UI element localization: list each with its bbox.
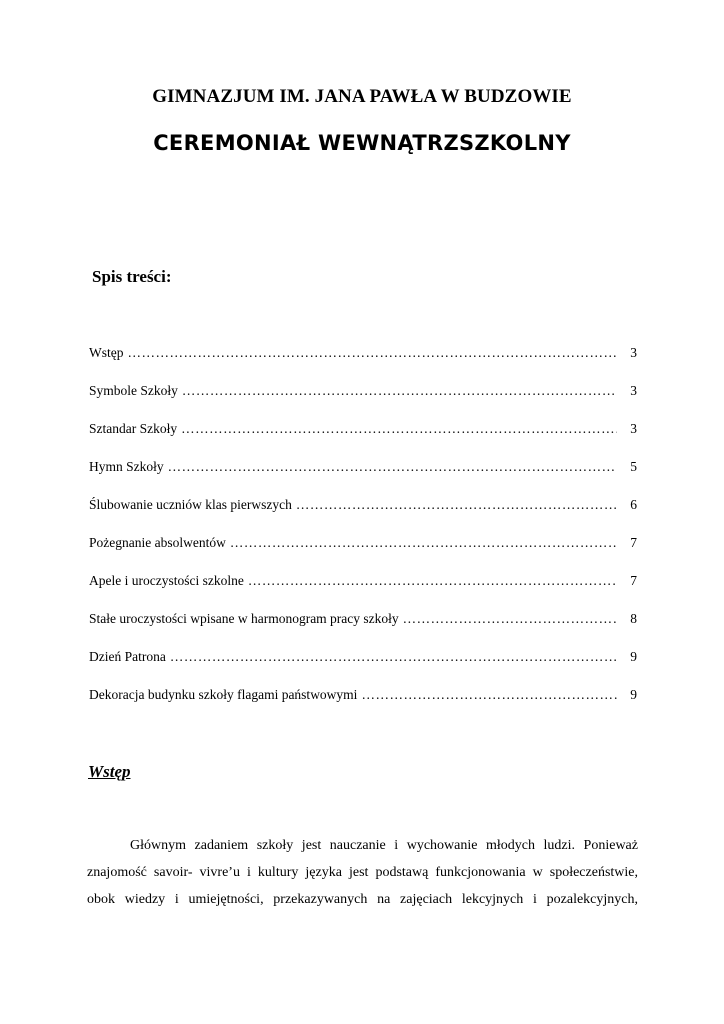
- section-heading-wstep: Wstęp: [88, 762, 131, 781]
- toc-entry-page: 6: [630, 497, 637, 512]
- toc-leader-dots: [248, 570, 617, 592]
- toc-entry-pozegnanie[interactable]: [89, 532, 637, 570]
- toc-entry-page: 3: [630, 383, 637, 398]
- document-title: CEREMONIAŁ WEWNĄTRZSZKOLNY: [153, 131, 571, 155]
- toc-leader-dots: [361, 684, 617, 706]
- toc-entry-symbole[interactable]: [89, 380, 637, 418]
- toc-entry-stale-uroczystosci[interactable]: [89, 608, 637, 646]
- toc-entry-dekoracja[interactable]: [89, 684, 637, 722]
- toc-leader-dots: [230, 532, 617, 554]
- toc-entry-page: 7: [630, 573, 637, 588]
- intro-paragraph: [87, 832, 638, 913]
- toc-entry-slubowanie[interactable]: [89, 494, 637, 532]
- toc-entry-page: 5: [630, 459, 637, 474]
- toc-leader-dots: [182, 380, 617, 402]
- toc-leader-dots: [181, 418, 617, 440]
- toc-leader-dots: [403, 608, 617, 630]
- toc-entry-label: Symbole Szkoły: [89, 383, 178, 398]
- toc-entry-page: 3: [630, 421, 637, 436]
- toc-entry-label: Pożegnanie absolwentów: [89, 535, 226, 550]
- toc-entry-label: Wstęp: [89, 345, 124, 360]
- toc-entry-label: Dekoracja budynku szkoły flagami państwowymi: [89, 687, 358, 702]
- toc-entry-hymn[interactable]: [89, 456, 637, 494]
- toc-entry-label: Sztandar Szkoły: [89, 421, 178, 436]
- toc-heading: Spis treści:: [92, 267, 172, 286]
- toc-entry-label: Ślubowanie uczniów klas pierwszych: [89, 497, 292, 512]
- toc-leader-dots: [170, 646, 617, 668]
- toc-entry-page: 9: [630, 649, 637, 664]
- toc-entry-page: 9: [630, 687, 637, 702]
- school-name: GIMNAZJUM IM. JANA PAWŁA W BUDZOWIE: [152, 86, 572, 107]
- toc-entry-page: 8: [630, 611, 637, 626]
- toc-entry-apele[interactable]: [89, 570, 637, 608]
- toc-entry-sztandar[interactable]: [89, 418, 637, 456]
- toc-leader-dots: [128, 342, 618, 364]
- toc-leader-dots: [296, 494, 617, 516]
- toc-entry-label: Dzień Patrona: [89, 649, 166, 664]
- paragraph-line: znajomość savoir- vivre’u i kultury języka jest podstawą funkcjonowania w społeczeństwie,: [87, 865, 638, 880]
- toc-entry-label: Stałe uroczystości wpisane w harmonogram pracy szkoły: [89, 611, 399, 626]
- toc-entry-wstep[interactable]: [89, 342, 637, 380]
- toc-entry-page: 3: [630, 345, 637, 360]
- toc-entry-page: 7: [630, 535, 637, 550]
- toc-entry-dzien-patrona[interactable]: [89, 646, 637, 684]
- table-of-contents: [89, 342, 637, 722]
- toc-entry-label: Hymn Szkoły: [89, 459, 164, 474]
- paragraph-line: Głównym zadaniem szkoły jest nauczanie i wychowanie młodych ludzi. Ponieważ: [130, 838, 638, 853]
- toc-leader-dots: [168, 456, 617, 478]
- paragraph-line: obok wiedzy i umiejętności, przekazywanych na zajęciach lekcyjnych i pozalekcyjnych,: [87, 892, 638, 907]
- toc-entry-label: Apele i uroczystości szkolne: [89, 573, 244, 588]
